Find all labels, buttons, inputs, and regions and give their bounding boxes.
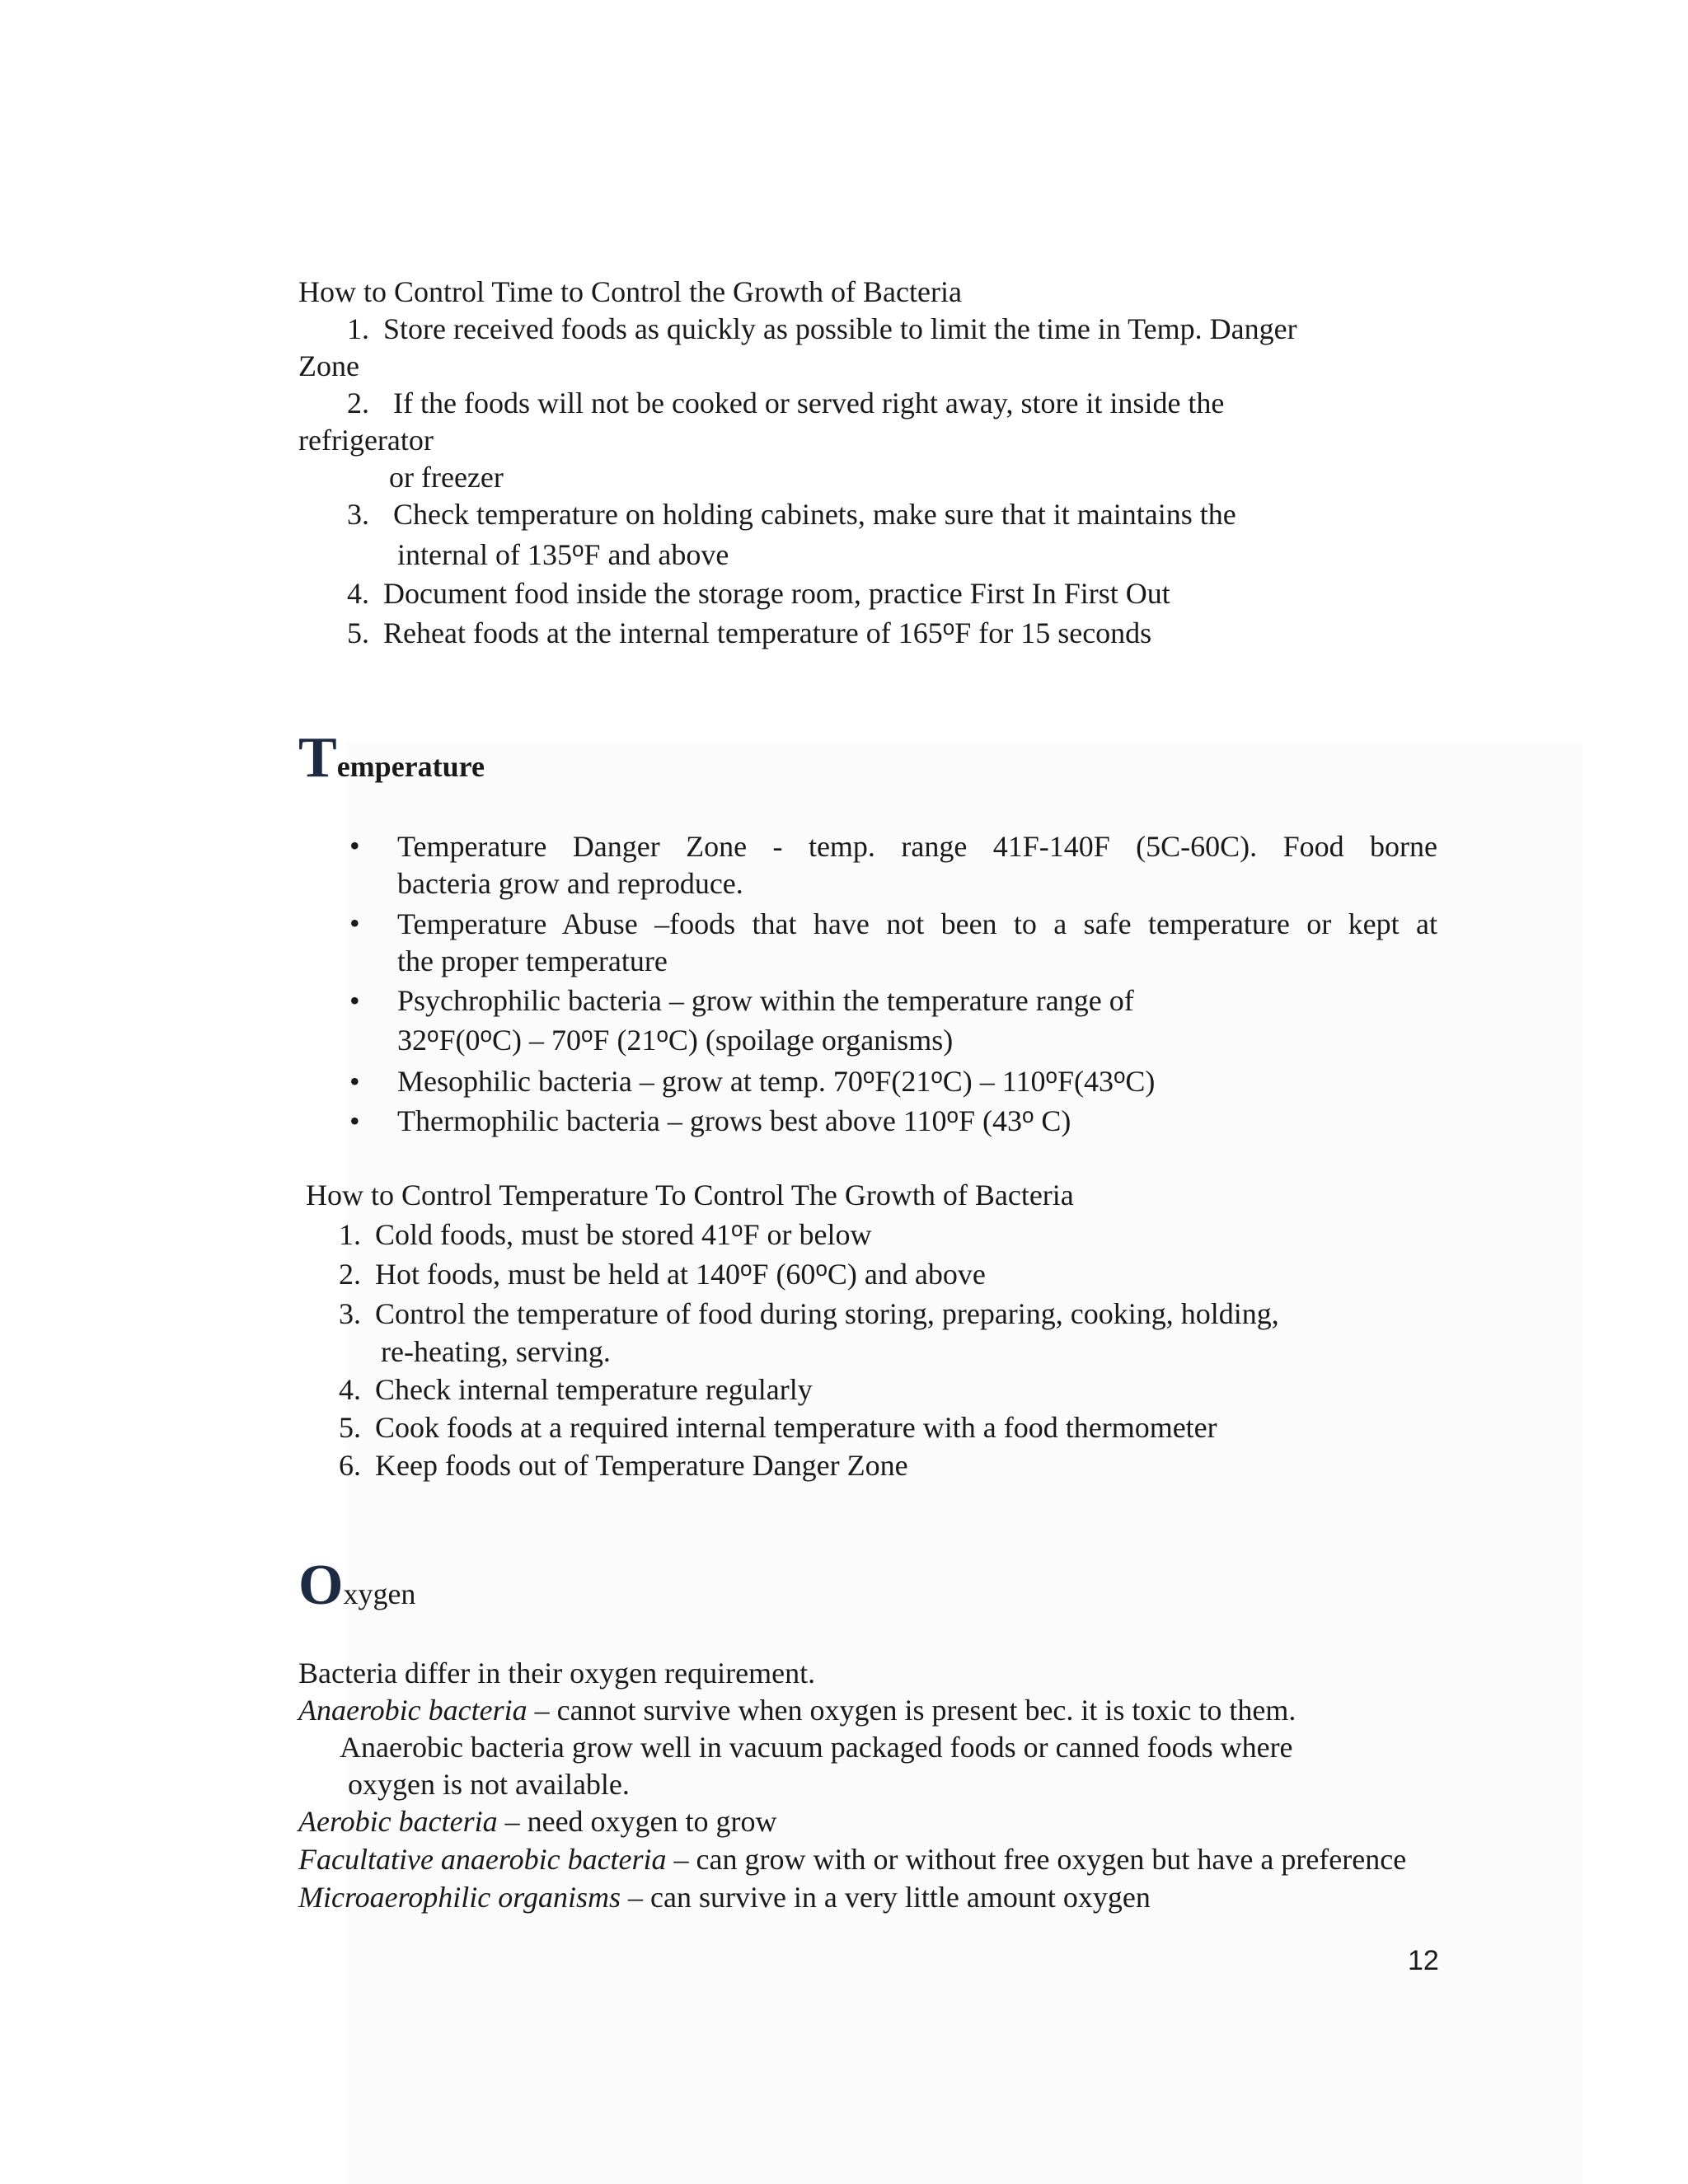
- bullet-5: Thermophilic bacteria – grows best above 110$^o$F (43$^o$ C): [397, 1103, 1071, 1137]
- degree-symbol: o: [942, 615, 955, 640]
- degree-symbol: o: [730, 1216, 743, 1241]
- degree-symbol: o: [946, 1103, 959, 1127]
- degree-symbol: o: [1113, 1063, 1126, 1088]
- bullet-icon: •: [349, 1065, 360, 1098]
- time-item-2-text: If the foods will not be cooked or served right away, store it inside the: [393, 387, 1225, 419]
- bullet-icon: •: [349, 829, 360, 862]
- time-item-2-number: 2.: [347, 387, 369, 419]
- time-item-2-cont: refrigerator: [298, 424, 434, 457]
- temp-item-2: 2. Hot foods, must be held at 140$^o$F (60$^o$C) and above: [339, 1256, 986, 1291]
- time-item-5-number: 5.: [347, 616, 369, 649]
- bullet-2-line2: the proper temperature: [397, 944, 668, 977]
- temp-item-5: 5. Cook foods at a required internal temperature with a food thermometer: [339, 1411, 1217, 1444]
- degree-symbol: o: [931, 1063, 943, 1088]
- bullet-icon: •: [349, 984, 360, 1017]
- time-item-3-number: 3.: [347, 498, 369, 531]
- anaerobic-line: Anaerobic bacteria – cannot survive when oxygen is present bec. it is toxic to them.: [298, 1694, 1296, 1727]
- time-item-1-cont: Zone: [298, 349, 359, 382]
- degree-symbol: o: [571, 537, 584, 561]
- aerobic-term: Aerobic bacteria: [298, 1805, 498, 1838]
- degree-symbol: o: [1045, 1063, 1057, 1088]
- oxygen-dropcap: O: [298, 1554, 344, 1617]
- degree-symbol: o: [862, 1063, 875, 1088]
- temperature-heading-rest: emperature: [336, 750, 485, 783]
- time-item-1-text: Store received foods as quickly as possible to limit the time in Temp. Danger: [383, 312, 1297, 345]
- temp-item-1: 1. Cold foods, must be stored 41$^o$F or below: [339, 1216, 872, 1251]
- bullet-3-line1: Psychrophilic bacteria – grow within the temperature range of: [397, 984, 1134, 1017]
- time-item-1: [347, 311, 1297, 347]
- temp-item-4: 4. Check internal temperature regularly: [339, 1373, 813, 1406]
- time-item-4-text: Document food inside the storage room, practice First In First Out: [383, 577, 1170, 610]
- time-item-1-number: 1.: [347, 312, 369, 345]
- temperature-heading: [298, 725, 485, 799]
- bullet-icon: •: [349, 1104, 360, 1137]
- microaerophilic-term: Microaerophilic organisms: [298, 1881, 621, 1914]
- bullet-1-line1: Temperature Danger Zone - temp. range 41F-140F (5C-60C). Food borne: [397, 830, 1437, 863]
- anaerobic-line-3: oxygen is not available.: [348, 1768, 630, 1801]
- bullet-3-line2: 32$^o$F(0$^o$C) – 70$^o$F (21$^o$C) (spoilage organisms): [397, 1022, 954, 1057]
- aerobic-line: Aerobic bacteria – need oxygen to grow: [298, 1805, 777, 1838]
- degree-symbol: o: [580, 1022, 593, 1047]
- time-item-4: [347, 575, 1170, 612]
- oxygen-heading-rest: xygen: [343, 1577, 416, 1610]
- time-item-2-cont2: or freezer: [389, 461, 504, 494]
- page-number: 12: [1408, 1945, 1439, 1976]
- time-item-4-number: 4.: [347, 577, 369, 610]
- temp-item-3-cont: re-heating, serving.: [381, 1335, 611, 1368]
- microaerophilic-line: Microaerophilic organisms – can survive in a very little amount oxygen: [298, 1881, 1151, 1914]
- time-item-5-text: Reheat foods at the internal temperature of 165$^o$F for 15 seconds: [383, 615, 1152, 649]
- oxygen-intro: Bacteria differ in their oxygen requirement.: [298, 1657, 816, 1690]
- time-item-2: [347, 385, 1224, 421]
- temp-control-title: How to Control Temperature To Control The Growth of Bacteria: [306, 1179, 1074, 1212]
- time-item-3-cont: internal of 135$^o$F and above: [397, 537, 729, 571]
- bullet-4: Mesophilic bacteria – grow at temp. 70$^o$F(21$^o$C) – 110$^o$F(43$^o$C): [397, 1063, 1156, 1098]
- degree-symbol: o: [656, 1022, 668, 1047]
- facultative-term: Facultative anaerobic bacteria: [298, 1843, 667, 1876]
- oxygen-heading: [298, 1553, 415, 1627]
- time-item-5: [347, 615, 1151, 651]
- bullet-icon: •: [349, 907, 360, 940]
- temperature-dropcap: T: [298, 726, 337, 790]
- anaerobic-term: Anaerobic bacteria: [298, 1694, 528, 1727]
- degree-symbol: o: [815, 1256, 828, 1281]
- degree-symbol: o: [739, 1256, 753, 1281]
- degree-symbol: o: [1021, 1103, 1034, 1127]
- degree-symbol: o: [427, 1022, 439, 1047]
- anaerobic-line-2: Anaerobic bacteria grow well in vacuum packaged foods or canned foods where: [340, 1731, 1293, 1764]
- facultative-line: Facultative anaerobic bacteria – can grow with or without free oxygen but have a preference: [298, 1843, 1407, 1876]
- bullet-2-line1: Temperature Abuse –foods that have not been to a safe temperature or kept at: [397, 907, 1437, 940]
- temp-item-3: 3. Control the temperature of food during storing, preparing, cooking, holding,: [339, 1297, 1279, 1330]
- temp-item-6: 6. Keep foods out of Temperature Danger Zone: [339, 1449, 908, 1482]
- time-item-3-text: Check temperature on holding cabinets, make sure that it maintains the: [393, 498, 1236, 531]
- time-section-title: How to Control Time to Control the Growth of Bacteria: [298, 275, 962, 308]
- bullet-1-line2: bacteria grow and reproduce.: [397, 867, 743, 900]
- degree-symbol: o: [480, 1022, 492, 1047]
- time-item-3: [347, 496, 1236, 532]
